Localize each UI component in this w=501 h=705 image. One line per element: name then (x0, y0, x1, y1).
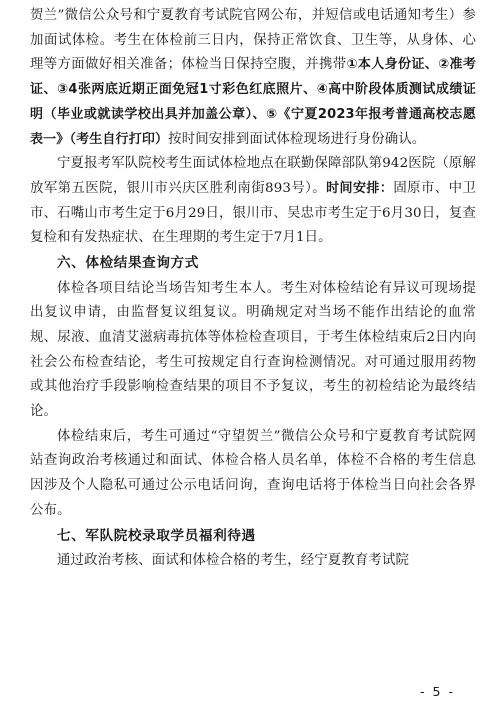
paragraph-results-publication: 体检结束后，考生可通过“守望贺兰”微信公众号和宁夏教育考试院网站查询政治考核通过和面试、体检合格人员名单，体检不合格的考生信息因涉及个人隐私可通过公示电话问询，查询电话将于体检当日向社会各界公布。 (30, 428, 476, 518)
identity-confirmation-text: 按时间安排到面试体检现场进行身份确认。 (168, 131, 426, 147)
location-text: 宁夏报考军队院校考生面试体检地点在联勤保障部队第942医院（原解放军第五医院，银川市兴庆区胜利南街893号）。 (30, 156, 476, 196)
preparation-text: 贺兰”微信公众号和宁夏教育考试院官网公布，并短信或电话通知考生）参加面试体检。考生在体检前三日内，保持正常饮食、卫生等，从身体、心理等方面做好相关准备；体检当日保持空腹，并携带 (30, 8, 476, 73)
section-heading-results-query: 六、体检结果查询方式 (57, 255, 199, 272)
paragraph-exam-location (30, 152, 476, 251)
paragraph-results-review: 体检各项目结论当场告知考生本人。考生对体检结论有异议可现场提出复议申请，由监督复议组复议。明确规定对当场不能作出结论的血常规、尿液、血清艾滋病毒抗体等体检检查项目，于考生体检结束后2日内向社会公布检查结论，考生可按规定自行查询检测情况。对可通过服用药物或其他治疗手段影响检查结果的项目不予复议，考生的初检结论为最终结论。 (30, 280, 476, 420)
paragraph-admission: 通过政治考核、面试和体检合格的考生，经宁夏教育考试院 (57, 553, 410, 569)
schedule-label: 时间安排： (326, 180, 394, 196)
paragraph-exam-preparation (30, 4, 476, 152)
document-page (30, 4, 476, 574)
page-number: - 5 - (420, 684, 455, 699)
section-heading-benefits: 七、军队院校录取学员福利待遇 (57, 527, 256, 544)
schedule-text: 固原市、中卫市、石嘴山市考生定于6月29日，银川市、吴忠市考生定于6月30日，复查复检和有发热症状、在生理期的考生定于7月1日。 (30, 180, 476, 246)
required-documents: ①本人身份证、②准考证、③4张两底近期正面免冠1寸彩色红底照片、④高中阶段体质测试成绩证明（毕业或就读学校出具并加盖公章）、⑤《宁夏2023年报考普通高校志愿表一》（考生自行打印） (30, 57, 476, 147)
